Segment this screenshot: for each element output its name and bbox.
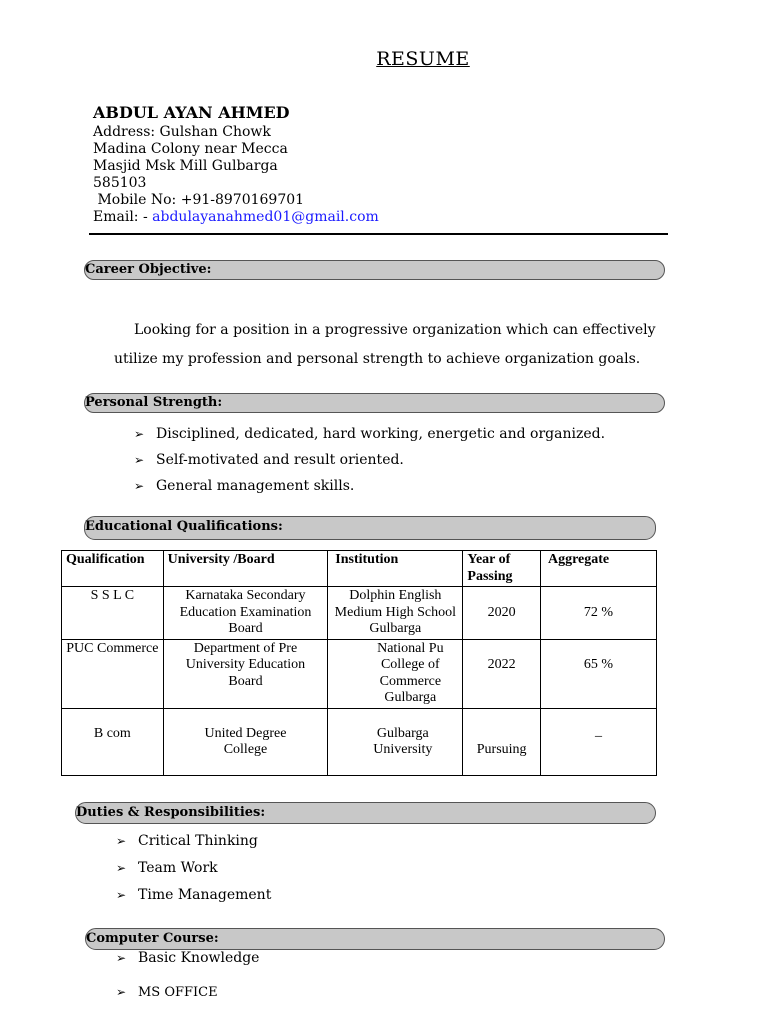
list-item: ➢ Basic Knowledge bbox=[116, 950, 260, 966]
address-line-3: Masjid Msk Mill Gulbarga bbox=[93, 158, 278, 174]
arrow-bullet-icon: ➢ bbox=[116, 888, 127, 902]
email-link[interactable]: abdulayanahmed01@gmail.com bbox=[152, 209, 379, 225]
education-table bbox=[61, 550, 657, 776]
resume-title: RESUME bbox=[376, 48, 470, 70]
table-cell: Department of Pre University Education Board bbox=[163, 639, 328, 708]
list-item: ➢ Self-motivated and result oriented. bbox=[134, 452, 404, 468]
table-cell: Karnataka Secondary Education Examination Board bbox=[163, 587, 328, 640]
arrow-bullet-icon: ➢ bbox=[134, 453, 145, 467]
arrow-bullet-icon: ➢ bbox=[116, 834, 127, 848]
column-header: Aggregate bbox=[540, 551, 656, 587]
table-cell: PUC Commerce bbox=[62, 639, 164, 708]
arrow-bullet-icon: ➢ bbox=[116, 985, 127, 999]
arrow-bullet-icon: ➢ bbox=[116, 861, 127, 875]
arrow-bullet-icon: ➢ bbox=[134, 479, 145, 493]
list-item: ➢ MS OFFICE bbox=[116, 985, 218, 1000]
table-cell: Pursuing bbox=[463, 708, 541, 775]
table-row bbox=[62, 587, 657, 640]
arrow-bullet-icon: ➢ bbox=[134, 427, 145, 441]
duties-heading: Duties & Responsibilities: bbox=[75, 802, 656, 824]
list-item: ➢ General management skills. bbox=[134, 478, 355, 494]
table-cell: Gulbarga University bbox=[328, 708, 463, 775]
address-line-4: 585103 bbox=[93, 175, 147, 191]
mobile-number: Mobile No: +91-8970169701 bbox=[93, 192, 305, 208]
table-cell: 72 % bbox=[540, 587, 656, 640]
table-header-row bbox=[62, 551, 657, 587]
career-objective-line-2: utilize my profession and personal strength to achieve organization goals. bbox=[114, 351, 641, 367]
table-cell: Dolphin English Medium High School Gulbarga bbox=[328, 587, 463, 640]
computer-course-heading: Computer Course: bbox=[85, 928, 665, 950]
table-cell: B com bbox=[62, 708, 164, 775]
table-row bbox=[62, 639, 657, 708]
list-item: ➢ Time Management bbox=[116, 887, 272, 903]
address-line-1: Address: Gulshan Chowk bbox=[93, 124, 271, 140]
table-cell: 2020 bbox=[463, 587, 541, 640]
table-cell: _ bbox=[540, 708, 656, 775]
personal-strength-heading: Personal Strength: bbox=[84, 393, 665, 413]
arrow-bullet-icon: ➢ bbox=[116, 951, 127, 965]
column-header: Year of Passing bbox=[463, 551, 541, 587]
table-row bbox=[62, 708, 657, 775]
email-line bbox=[93, 209, 379, 226]
table-cell: United Degree College bbox=[163, 708, 328, 775]
education-heading: Educational Qualifications: bbox=[84, 516, 656, 540]
list-item: ➢ Critical Thinking bbox=[116, 833, 258, 849]
header-divider bbox=[89, 233, 668, 235]
address-line-2: Madina Colony near Mecca bbox=[93, 141, 288, 157]
email-label: Email: - bbox=[93, 209, 153, 225]
column-header: Qualification bbox=[62, 551, 164, 587]
column-header: Institution bbox=[328, 551, 463, 587]
table-cell: 65 % bbox=[540, 639, 656, 708]
applicant-name: ABDUL AYAN AHMED bbox=[93, 103, 290, 122]
list-item: ➢ Disciplined, dedicated, hard working, energetic and organized. bbox=[134, 426, 606, 442]
table-cell: 2022 bbox=[463, 639, 541, 708]
career-objective-heading: Career Objective: bbox=[84, 260, 665, 280]
table-cell: S S L C bbox=[62, 587, 164, 640]
column-header: University /Board bbox=[163, 551, 328, 587]
list-item: ➢ Team Work bbox=[116, 860, 218, 876]
table-cell: National Pu College of Commerce Gulbarga bbox=[328, 639, 463, 708]
career-objective-line-1: Looking for a position in a progressive organization which can effectively bbox=[134, 322, 656, 338]
